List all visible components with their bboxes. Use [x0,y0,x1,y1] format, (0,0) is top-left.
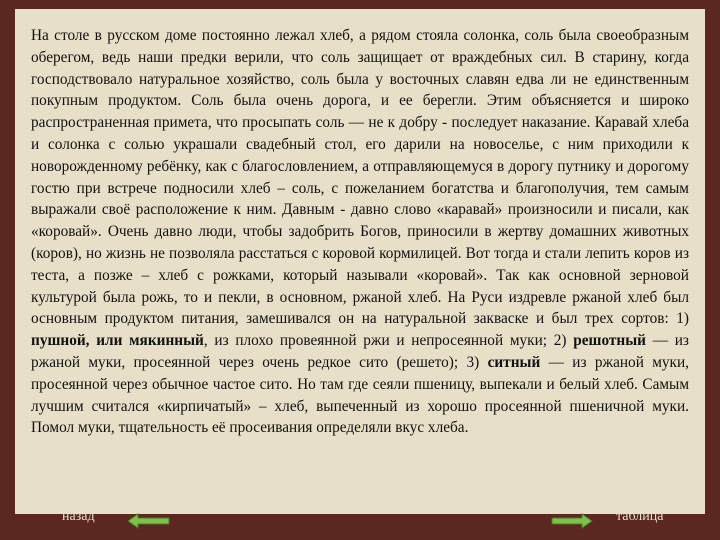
text-panel [15,9,705,514]
bread-type-1: пушной, или мякинный [31,332,204,350]
bread-type-2: решотный [573,332,646,350]
body-text [31,25,689,439]
text-part-4: — из ржаной муки, просеянной через обычное частое сито. Но там где сеяли пшеницу, выпекали и белый хлеб. Самым лучшим считался «кирпичатый» – хлеб, выпеченный из хорошо просеянной пшеничной муки. Помол муки, тщательность её просеивания определяли вкус хлеба. [31,353,689,437]
table-link[interactable]: таблица [616,509,664,524]
arrow-right-icon[interactable] [551,513,593,529]
text-part-2: , из плохо провеянной ржи и непросеянной муки; 2) [203,332,574,350]
back-link[interactable]: назад [62,509,95,524]
text-part-1: На столе в русском доме постоянно лежал хлеб, а рядом стояла солонка, соль была своеобразным оберегом, ведь наши предки верили, что соль защищает от враждебных сил. В старину, когда господствовало натуральное хозяйство, соль была у восточных славян едва ли не единственным покупным продуктом. Соль была очень дорога, и ее берегли. Этим объясняется и широко распространенная примета, что просыпать соль — не к добру - последует наказание. Каравай хлеба и солонка с солью украшали свадебный стол, его дарили на новоселье, с ним приходили к новорожденному ребёнку, как с благословлением, а отправляющемуся в дорогу путнику и дорогому гостю при встрече подносили хлеб – соль, с пожеланием богатства и благополучия, тем самым выражали своё расположение к ним. Давным - давно слово «каравай» произносили и писали, как «коровай». Очень давно люди, чтобы задобрить Богов, приносили в жертву домашних животных (коров), но жизнь не позволяла расстаться с коровой кормилицей. Вот тогда и стали лепить коров из теста, а позже – хлеб с рожками, который называли «коровай». Так как основной зерновой культурой была рожь, то и пекли, в основном, ржаной хлеб. На Руси издревле ржаной хлеб был основным продуктом питания, замешивался он на натуральной закваске и был трех сортов: 1) [31,27,689,328]
bread-type-3: ситный [487,353,541,371]
text-part-3: — из ржаной муки, просеянной через очень редкое сито (решето); 3) [31,332,689,371]
arrow-left-icon[interactable] [128,513,170,529]
